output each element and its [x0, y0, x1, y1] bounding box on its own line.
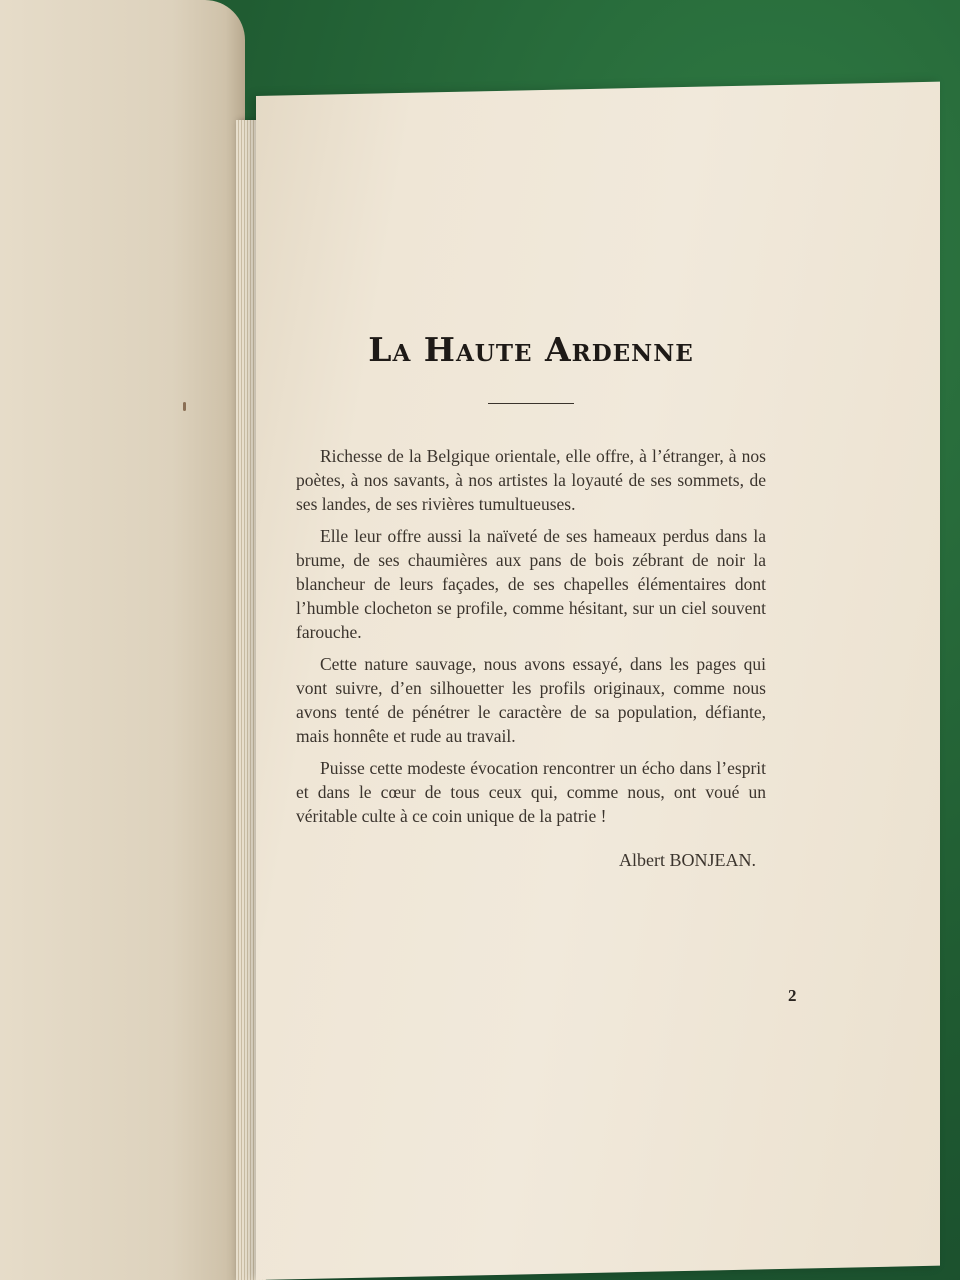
paper-speck: [183, 402, 186, 411]
paragraph-3: Cette nature sauvage, nous avons essayé, dans les pages qui vont suivre, d’en silhouetter les profils originaux, comme nous avons tenté de pénétrer le caractère de sa population, défiante, mais honnête et rude au travail.: [296, 654, 766, 746]
left-page: [0, 0, 245, 1280]
title-divider: [488, 403, 574, 404]
page-number: 2: [788, 986, 797, 1005]
page-title: La Haute Ardenne: [368, 330, 694, 369]
page-content: [296, 330, 766, 871]
paragraph-2: Elle leur offre aussi la naïveté de ses hameaux perdus dans la brume, de ses chaumières aux pans de bois zébrant de noir la blancheur de leurs façades, de ses chapelles élémentaires dont l’humble clocheton se profile, comme hésitant, sur un ciel souvent farouche.: [296, 526, 766, 642]
author-signature: Albert BONJEAN.: [619, 850, 756, 870]
paragraph-1: Richesse de la Belgique orientale, elle offre, à l’étranger, à nos poètes, à nos savants, à nos artistes la loyauté de ses sommets, de ses landes, de ses rivières tumultueuses.: [296, 446, 766, 514]
paragraph-4: Puisse cette modeste évocation rencontrer un écho dans l’esprit et dans le cœur de tous ceux qui, comme nous, ont voué un véritable culte à ce coin unique de la patrie !: [296, 758, 766, 826]
